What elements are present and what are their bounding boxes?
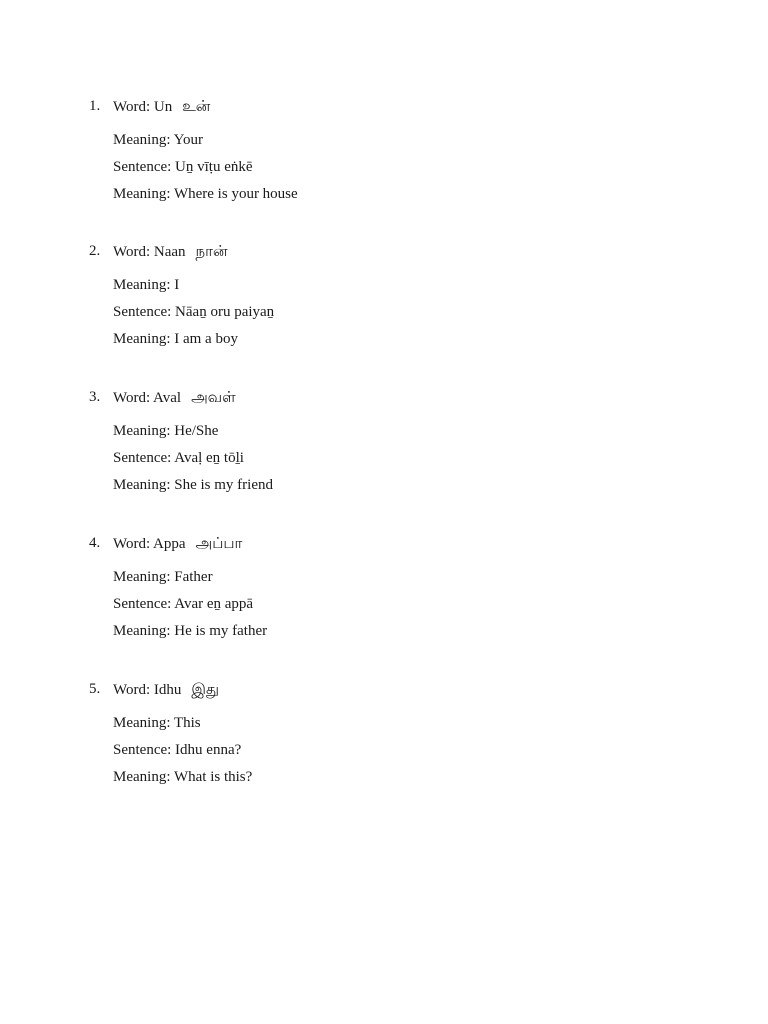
example-sentence: Sentence: Nāaṉ oru paiyaṉ (113, 304, 275, 320)
sentence-meaning: Meaning: She is my friend (113, 477, 273, 493)
word-meaning: Meaning: He/She (113, 423, 219, 439)
word-line (113, 679, 219, 700)
example-sentence: Sentence: Uṉ vīṭu eṅkē (113, 159, 253, 175)
example-sentence: Sentence: Avar eṉ appā (113, 596, 254, 612)
entry-number: 3. (89, 389, 101, 405)
word-label: Word: Appa (113, 536, 186, 552)
word-label: Word: Aval (113, 390, 182, 406)
entry-number: 5. (89, 681, 101, 697)
sentence-meaning: Meaning: He is my father (113, 623, 268, 639)
sentence-meaning: Meaning: Where is your house (113, 186, 298, 202)
word-meaning: Meaning: I (113, 277, 180, 293)
tamil-word: அவள் (191, 388, 236, 406)
word-label: Word: Idhu (113, 682, 182, 698)
example-sentence: Sentence: Idhu enna? (113, 742, 242, 758)
word-line (113, 387, 236, 408)
word-line (113, 241, 228, 262)
word-label: Word: Un (113, 99, 173, 115)
example-sentence: Sentence: Avaḷ eṉ tōḻi (113, 450, 244, 466)
entry-number: 2. (89, 243, 101, 259)
sentence-meaning: Meaning: I am a boy (113, 331, 238, 347)
word-meaning: Meaning: Father (113, 569, 213, 585)
tamil-word: உன் (182, 97, 211, 115)
word-line (113, 533, 242, 554)
entry-number: 1. (89, 98, 101, 114)
tamil-word: அப்பா (195, 534, 243, 552)
word-line (113, 96, 210, 117)
entry-number: 4. (89, 535, 101, 551)
word-meaning: Meaning: This (113, 715, 201, 731)
sentence-meaning: Meaning: What is this? (113, 769, 253, 785)
word-meaning: Meaning: Your (113, 132, 204, 148)
word-label: Word: Naan (113, 244, 186, 260)
tamil-word: நான் (195, 242, 228, 260)
tamil-word: இது (191, 680, 219, 698)
